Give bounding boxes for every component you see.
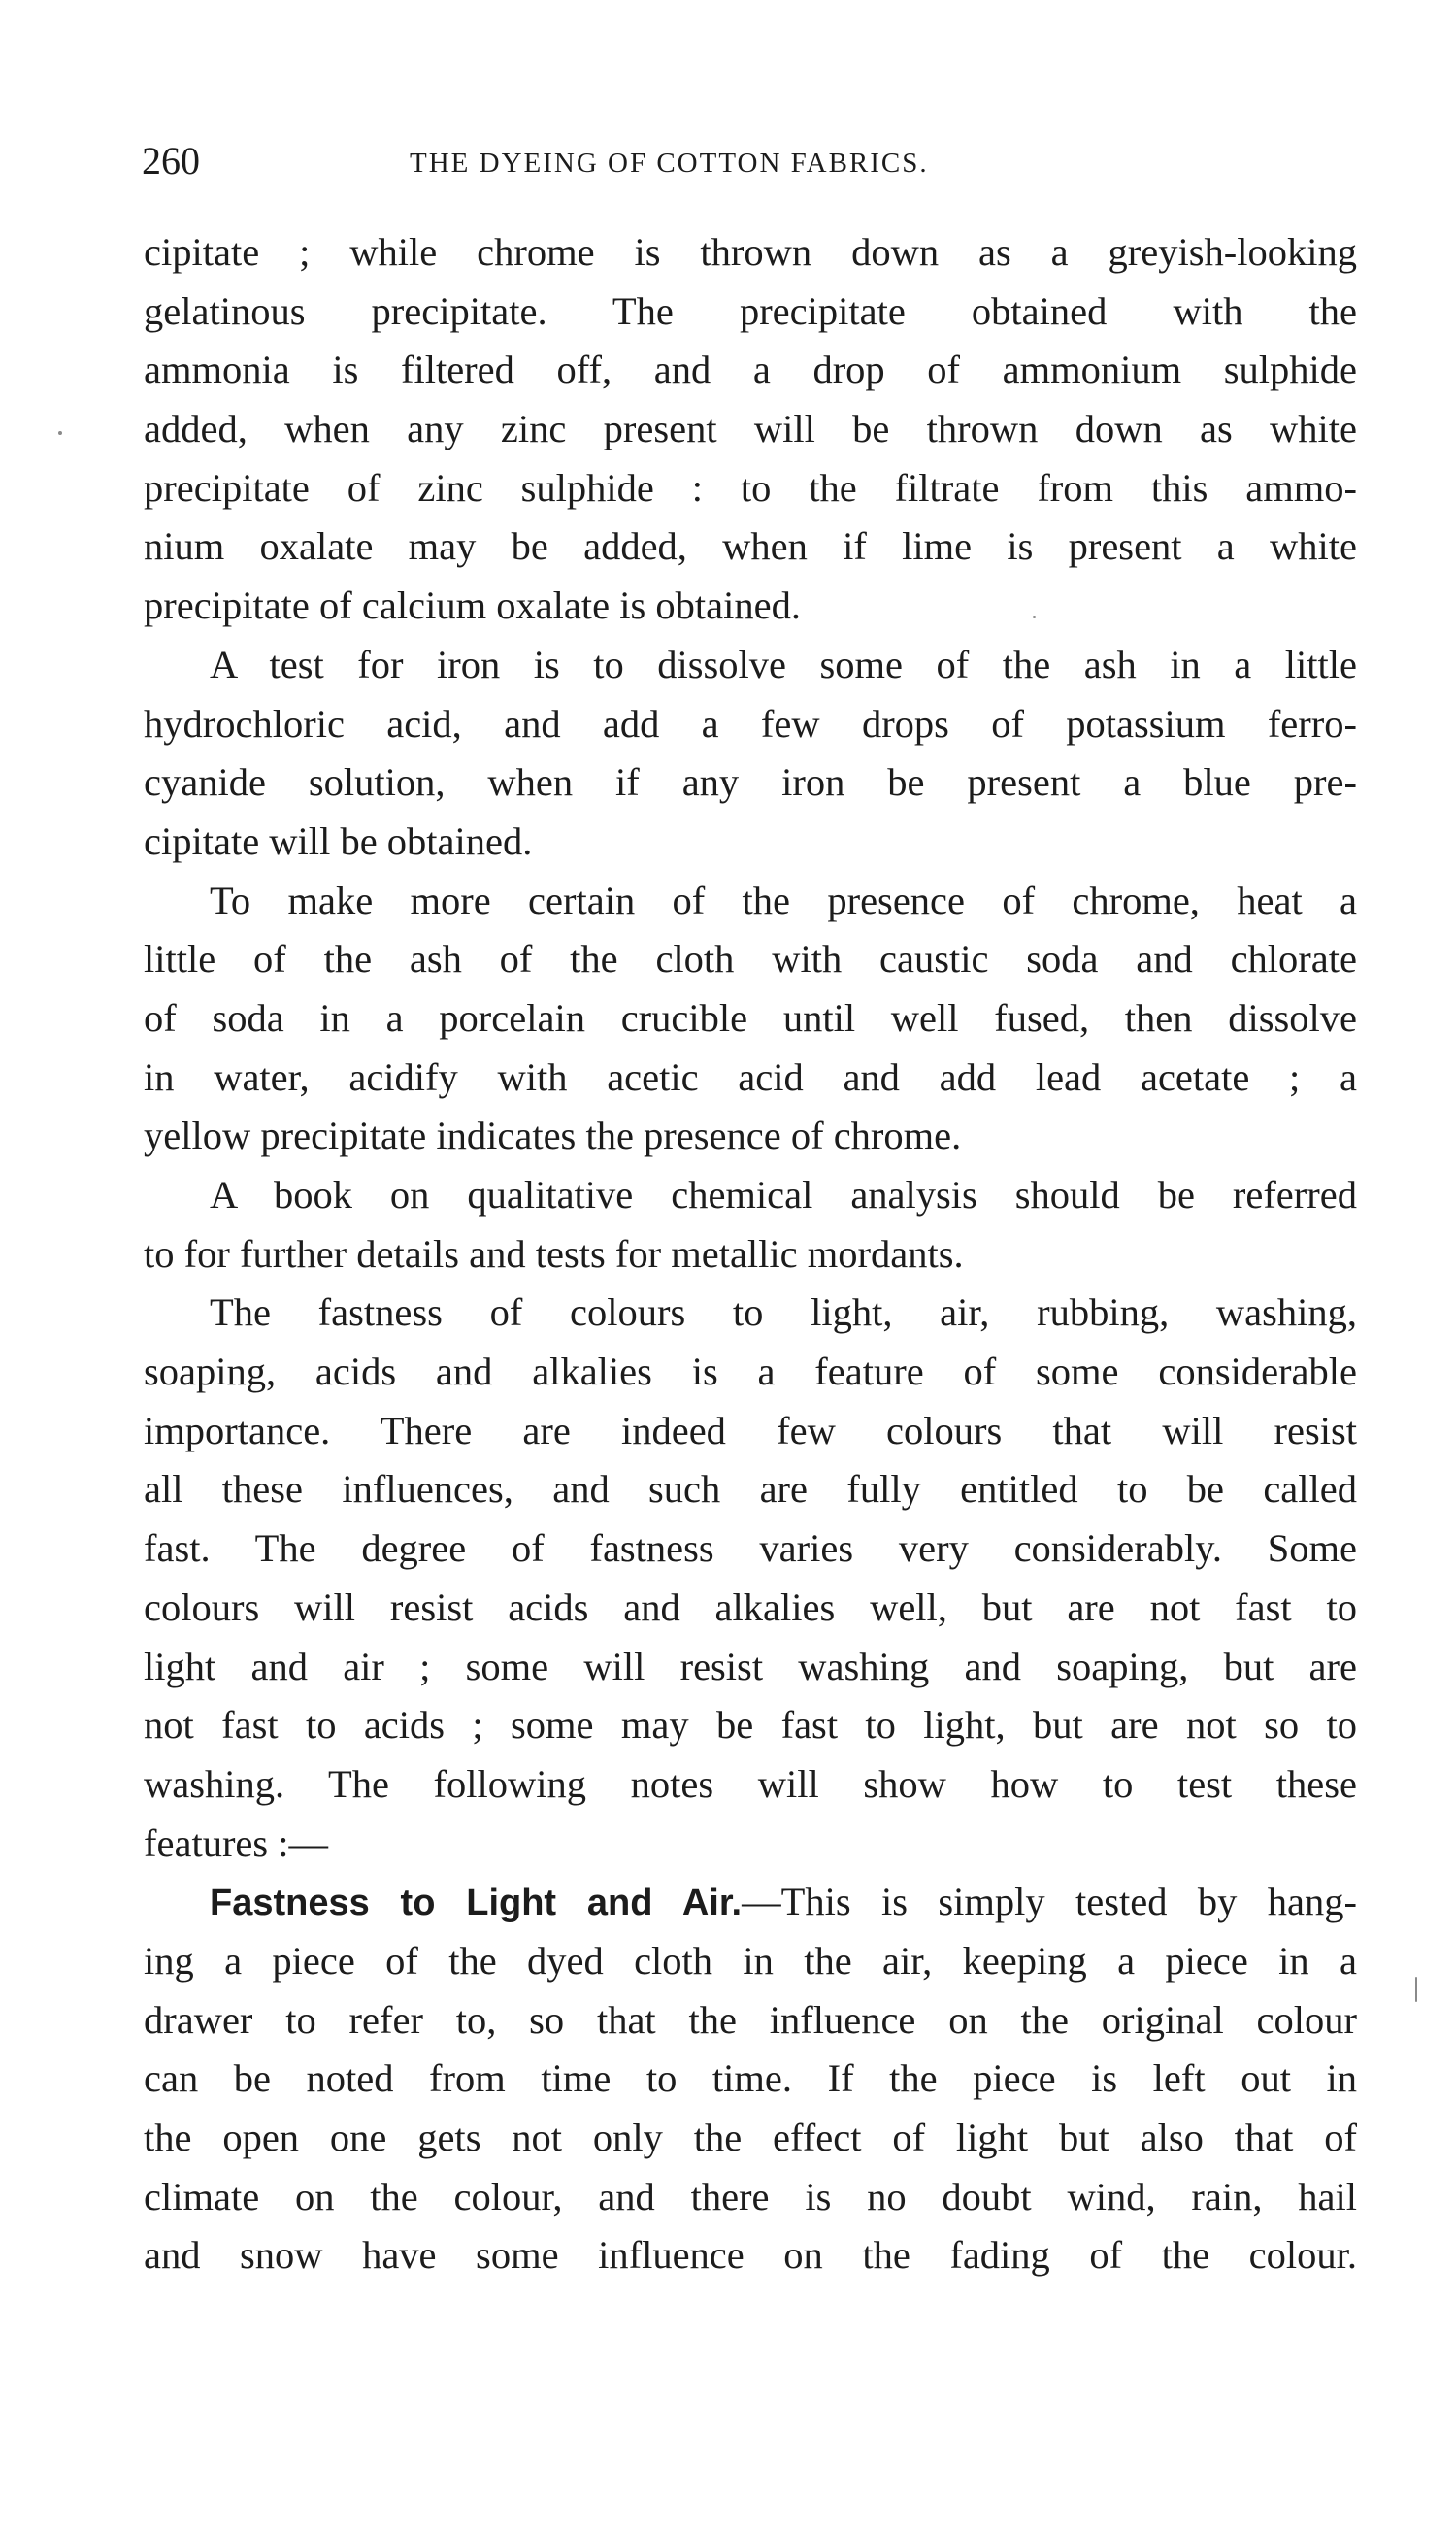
text-line: light and air ; some will resist washing and soaping, but are: [144, 1644, 1357, 1688]
text-line: washing. The following notes will show how to test these: [144, 1761, 1357, 1806]
paragraph: [144, 872, 1357, 1166]
text-line: gelatinous precipitate. The precipitate obtained with the: [144, 288, 1357, 333]
text-line: added, when any zinc present will be thrown down as white: [144, 407, 1357, 451]
text-fragment: —This is simply tested by hang-: [742, 1880, 1357, 1924]
text-line: A book on qualitative chemical analysis should be referred: [210, 1173, 1357, 1217]
text-line: soaping, acids and alkalies is a feature of some considerable: [144, 1350, 1357, 1394]
text-line: in water, acidify with acetic acid and add lead acetate ; a: [144, 1054, 1357, 1099]
paragraph: [144, 1284, 1357, 1873]
text-line: To make more certain of the presence of chrome, heat a: [210, 878, 1357, 922]
paragraph: [144, 636, 1357, 872]
text-line: all these influences, and such are fully entitled to be called: [144, 1467, 1357, 1512]
running-head: THE DYEING OF COTTON FABRICS.: [410, 148, 929, 179]
body-text: [144, 223, 1357, 2285]
text-line: colours will resist acids and alkalies well, but are not fast to: [144, 1584, 1357, 1629]
text-line: to for further details and tests for metallic mordants.: [144, 1231, 964, 1276]
text-line: climate on the colour, and there is no doubt wind, rain, hail: [144, 2174, 1357, 2218]
text-line: precipitate of calcium oxalate is obtained.: [144, 584, 801, 628]
page-header: [142, 138, 1360, 196]
section-heading-light-and-air: Fastness to Light and Air.: [210, 1883, 743, 1924]
text-line: hydrochloric acid, and add a few drops of potassium ferro-: [144, 701, 1357, 746]
scan-speck: [1033, 616, 1036, 618]
text-line: cyanide solution, when if any iron be present a blue pre-: [144, 760, 1357, 805]
text-line: [144, 1873, 1357, 1932]
text-line: little of the ash of the cloth with caustic soda and chlorate: [144, 937, 1357, 982]
scan-speck: [58, 431, 62, 435]
text-line: features :—: [144, 1820, 329, 1865]
text-line: importance. There are indeed few colours that will resist: [144, 1408, 1357, 1452]
text-line: fast. The degree of fastness varies very considerably. Some: [144, 1526, 1357, 1571]
text-line: yellow precipitate indicates the presence of chrome.: [144, 1114, 962, 1158]
text-line: drawer to refer to, so that the influence on the original colour: [144, 1997, 1357, 2042]
text-line: The fastness of colours to light, air, rubbing, washing,: [210, 1290, 1357, 1335]
text-line: A test for iron is to dissolve some of the ash in a little: [210, 642, 1357, 686]
text-line: nium oxalate may be added, when if lime is present a white: [144, 524, 1357, 569]
text-line: ing a piece of the dyed cloth in the air, keeping a piece in a: [144, 1938, 1357, 1983]
paragraph: [144, 1166, 1357, 1284]
text-line: can be noted from time to time. If the piece is left out in: [144, 2056, 1357, 2101]
text-line: the open one gets not only the effect of light but also that of: [144, 2116, 1357, 2159]
paragraph: [144, 223, 1357, 636]
paragraph: [144, 1873, 1357, 2285]
scan-speck: [1415, 1977, 1417, 2002]
text-line: precipitate of zinc sulphide : to the filtrate from this ammo-: [144, 465, 1357, 510]
text-line: ammonia is filtered off, and a drop of ammonium sulphide: [144, 348, 1357, 392]
text-line: and snow have some influence on the fading of the colour.: [144, 2233, 1357, 2278]
text-line: cipitate ; while chrome is thrown down as a greyish-looking: [144, 230, 1357, 274]
text-line: cipitate will be obtained.: [144, 818, 533, 863]
text-line: not fast to acids ; some may be fast to light, but are not so to: [144, 1703, 1357, 1748]
text-line: of soda in a porcelain crucible until well fused, then dissolve: [144, 995, 1357, 1040]
page-number: 260: [142, 139, 200, 183]
